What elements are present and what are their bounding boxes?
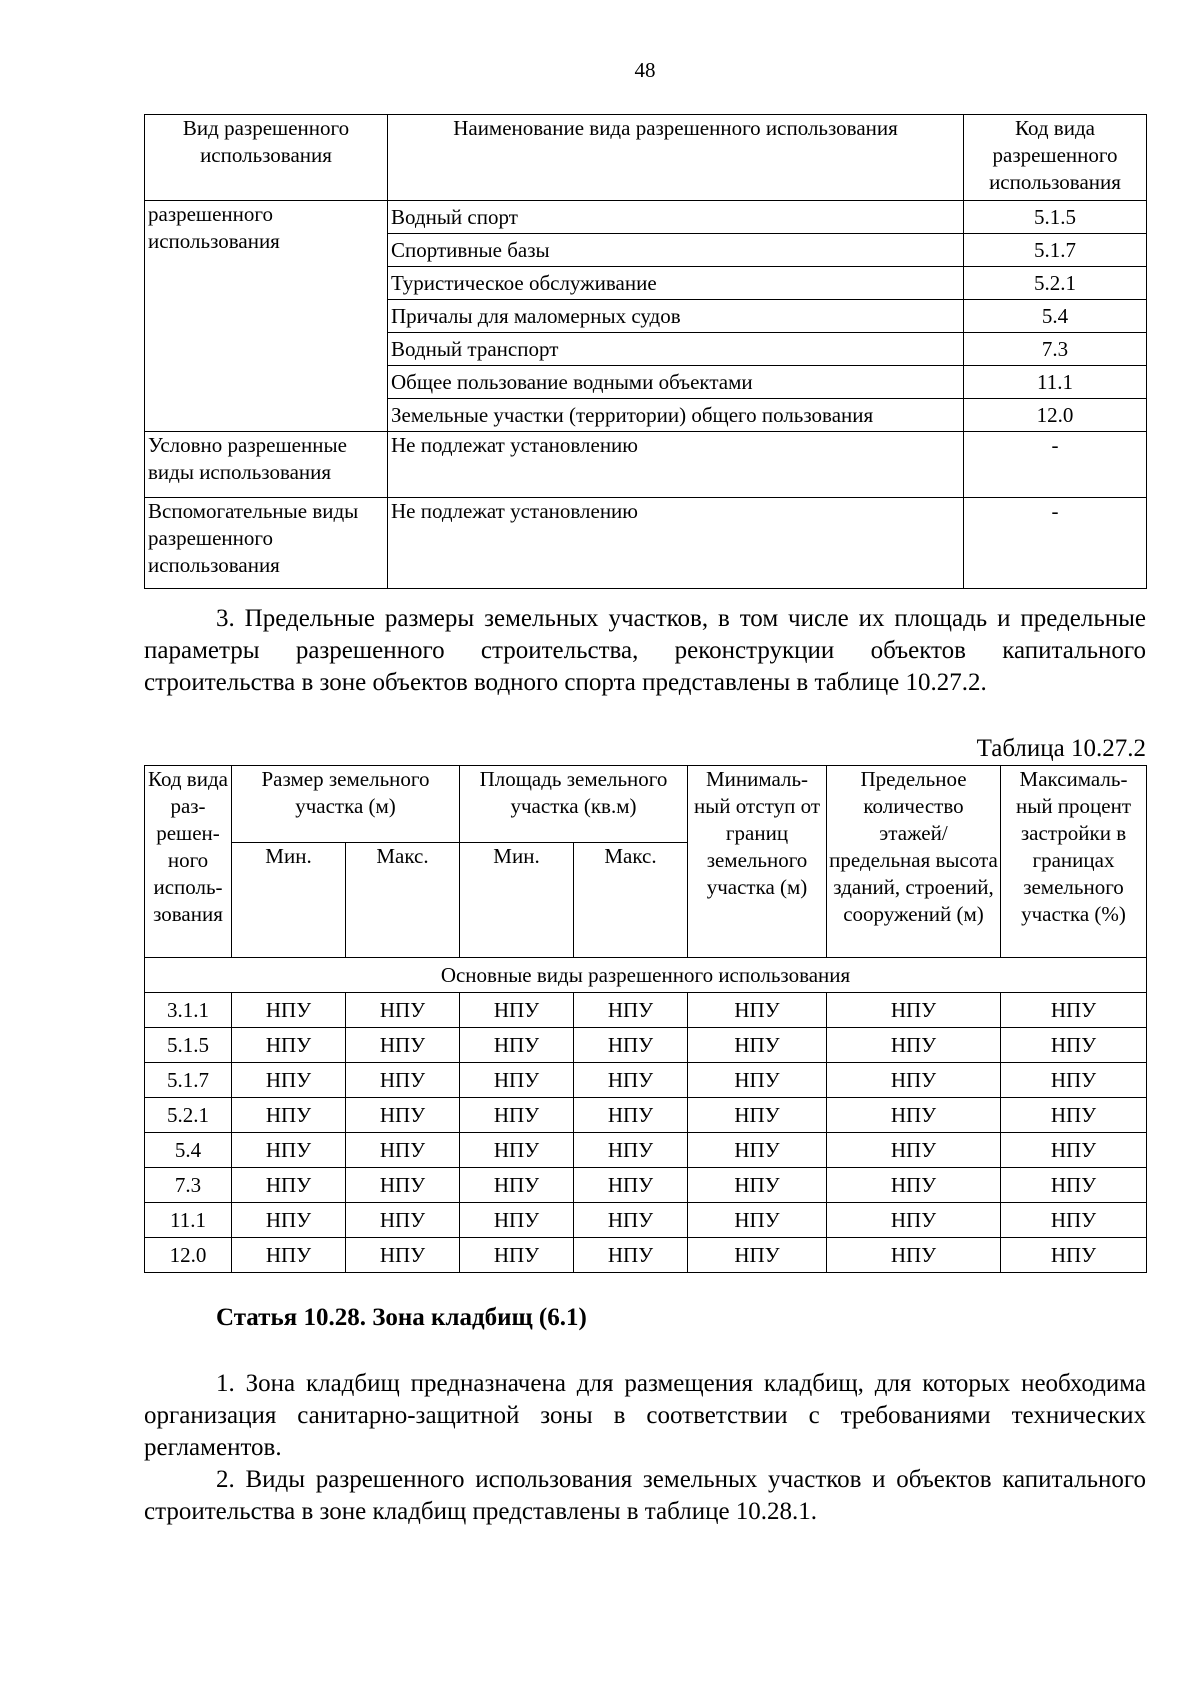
table-body bbox=[145, 993, 1147, 1273]
value-cell: НПУ bbox=[688, 1238, 827, 1273]
value-cell: НПУ bbox=[688, 1168, 827, 1203]
value-cell: НПУ bbox=[460, 1203, 574, 1238]
permitted-use-table bbox=[144, 114, 1147, 589]
value-cell: НПУ bbox=[346, 1028, 460, 1063]
value-cell: НПУ bbox=[232, 1133, 346, 1168]
value-cell: НПУ bbox=[346, 1098, 460, 1133]
use-code-cell: 5.1.5 bbox=[964, 201, 1147, 234]
table-row bbox=[145, 201, 1147, 234]
use-type-cell: разрешенного использования bbox=[145, 201, 388, 432]
value-cell: НПУ bbox=[232, 1098, 346, 1133]
value-cell: НПУ bbox=[346, 1238, 460, 1273]
value-cell: НПУ bbox=[232, 1063, 346, 1098]
use-type-cell: Условно разрешенные виды использования bbox=[145, 432, 388, 498]
use-code-cell: 11.1 bbox=[964, 366, 1147, 399]
value-cell: НПУ bbox=[688, 1203, 827, 1238]
use-code-cell: - bbox=[964, 432, 1147, 498]
use-name-cell: Причалы для маломерных судов bbox=[388, 300, 964, 333]
value-cell: НПУ bbox=[232, 993, 346, 1028]
value-cell: НПУ bbox=[574, 1028, 688, 1063]
header-cell: Мин. bbox=[460, 843, 574, 958]
value-cell: НПУ bbox=[346, 1063, 460, 1098]
paragraph-a1: 1. Зона кладбищ предназначена для размещения кладбищ, для которых необходима организация санитарно-защитной зоны в соответствии с требованиями технических регламентов. bbox=[144, 1370, 1146, 1461]
table-row bbox=[145, 498, 1147, 589]
table-row bbox=[145, 1098, 1147, 1133]
value-cell: НПУ bbox=[346, 1203, 460, 1238]
header-cell: Площадь земельного участка (кв.м) bbox=[460, 766, 688, 843]
value-cell: НПУ bbox=[574, 1063, 688, 1098]
value-cell: НПУ bbox=[574, 993, 688, 1028]
value-cell: НПУ bbox=[460, 1168, 574, 1203]
use-code-cell: - bbox=[964, 498, 1147, 589]
use-name-cell: Общее пользование водными объектами bbox=[388, 366, 964, 399]
header-cell: Вид разрешенного использования bbox=[145, 115, 388, 201]
value-cell: НПУ bbox=[346, 1133, 460, 1168]
table-row bbox=[145, 1168, 1147, 1203]
value-cell: НПУ bbox=[1001, 1203, 1147, 1238]
table-row bbox=[145, 1203, 1147, 1238]
use-name-cell: Не подлежат установлению bbox=[388, 432, 964, 498]
table-row bbox=[145, 1063, 1147, 1098]
use-name-cell: Водный транспорт bbox=[388, 333, 964, 366]
value-cell: НПУ bbox=[688, 993, 827, 1028]
value-cell: НПУ bbox=[1001, 1028, 1147, 1063]
value-cell: НПУ bbox=[574, 1133, 688, 1168]
use-code-cell: 5.4 bbox=[964, 300, 1147, 333]
value-cell: НПУ bbox=[460, 1063, 574, 1098]
page-number: 48 bbox=[634, 58, 656, 82]
use-name-cell: Не подлежат установлению bbox=[388, 498, 964, 589]
section-row bbox=[145, 958, 1147, 993]
use-name-cell: Спортивные базы bbox=[388, 234, 964, 267]
value-cell: НПУ bbox=[346, 993, 460, 1028]
paragraph-a2: 2. Виды разрешенного использования земельных участков и объектов капитального строительства в зоне кладбищ представлены в таблице 10.28.1. bbox=[144, 1466, 1146, 1525]
use-code-cell: 12.0 bbox=[964, 399, 1147, 432]
value-cell: НПУ bbox=[460, 1238, 574, 1273]
table-header-row bbox=[145, 766, 1147, 843]
code-cell: 3.1.1 bbox=[145, 993, 232, 1028]
table-row bbox=[145, 432, 1147, 498]
value-cell: НПУ bbox=[574, 1098, 688, 1133]
table-row bbox=[145, 1238, 1147, 1273]
value-cell: НПУ bbox=[827, 1098, 1001, 1133]
value-cell: НПУ bbox=[688, 1028, 827, 1063]
section-cell: Основные виды разрешенного использования bbox=[145, 958, 1147, 993]
code-cell: 5.2.1 bbox=[145, 1098, 232, 1133]
value-cell: НПУ bbox=[1001, 1168, 1147, 1203]
value-cell: НПУ bbox=[574, 1238, 688, 1273]
value-cell: НПУ bbox=[460, 1133, 574, 1168]
use-name-cell: Туристическое обслуживание bbox=[388, 267, 964, 300]
header-cell: Наименование вида разрешенного использования bbox=[388, 115, 964, 201]
header-cell: Мин. bbox=[232, 843, 346, 958]
value-cell: НПУ bbox=[827, 1063, 1001, 1098]
value-cell: НПУ bbox=[460, 1098, 574, 1133]
value-cell: НПУ bbox=[1001, 993, 1147, 1028]
value-cell: НПУ bbox=[827, 1168, 1001, 1203]
table-caption: Таблица 10.27.2 bbox=[976, 735, 1146, 762]
table-row bbox=[145, 1133, 1147, 1168]
code-cell: 5.1.7 bbox=[145, 1063, 232, 1098]
value-cell: НПУ bbox=[232, 1168, 346, 1203]
value-cell: НПУ bbox=[1001, 1063, 1147, 1098]
value-cell: НПУ bbox=[232, 1203, 346, 1238]
header-cell: Максималь-ный процент застройки в границах земельного участка (%) bbox=[1001, 766, 1147, 958]
header-cell: Размер земельного участка (м) bbox=[232, 766, 460, 843]
code-cell: 12.0 bbox=[145, 1238, 232, 1273]
value-cell: НПУ bbox=[688, 1133, 827, 1168]
value-cell: НПУ bbox=[688, 1063, 827, 1098]
value-cell: НПУ bbox=[688, 1098, 827, 1133]
header-cell: Предельное количество этажей/ предельная высота зданий, строений, сооружений (м) bbox=[827, 766, 1001, 958]
use-type-cell: Вспомогательные виды разрешенного использования bbox=[145, 498, 388, 589]
code-cell: 5.1.5 bbox=[145, 1028, 232, 1063]
value-cell: НПУ bbox=[346, 1168, 460, 1203]
value-cell: НПУ bbox=[232, 1028, 346, 1063]
value-cell: НПУ bbox=[827, 993, 1001, 1028]
limits-table bbox=[144, 765, 1147, 1273]
header-cell: Макс. bbox=[574, 843, 688, 958]
value-cell: НПУ bbox=[1001, 1238, 1147, 1273]
use-code-cell: 5.2.1 bbox=[964, 267, 1147, 300]
header-cell: Минималь-ный отступ от границ земельного участка (м) bbox=[688, 766, 827, 958]
value-cell: НПУ bbox=[460, 1028, 574, 1063]
table-row bbox=[145, 1028, 1147, 1063]
paragraph-3: 3. Предельные размеры земельных участков, в том числе их площадь и предельные параметры разрешенного строительства, реконструкции объектов капитального строительства в зоне объектов водного спорта представлены в таблице 10.27.2. bbox=[144, 605, 1146, 696]
value-cell: НПУ bbox=[232, 1238, 346, 1273]
value-cell: НПУ bbox=[460, 993, 574, 1028]
header-cell: Код вида разрешенного использования bbox=[964, 115, 1147, 201]
table-header-row bbox=[145, 115, 1147, 201]
use-code-cell: 5.1.7 bbox=[964, 234, 1147, 267]
article-heading: Статья 10.28. Зона кладбищ (6.1) bbox=[216, 1304, 587, 1331]
use-name-cell: Земельные участки (территории) общего пользования bbox=[388, 399, 964, 432]
value-cell: НПУ bbox=[827, 1203, 1001, 1238]
value-cell: НПУ bbox=[827, 1238, 1001, 1273]
use-name-cell: Водный спорт bbox=[388, 201, 964, 234]
value-cell: НПУ bbox=[574, 1168, 688, 1203]
value-cell: НПУ bbox=[827, 1028, 1001, 1063]
value-cell: НПУ bbox=[827, 1133, 1001, 1168]
value-cell: НПУ bbox=[574, 1203, 688, 1238]
header-cell: Макс. bbox=[346, 843, 460, 958]
code-cell: 11.1 bbox=[145, 1203, 232, 1238]
code-cell: 5.4 bbox=[145, 1133, 232, 1168]
code-cell: 7.3 bbox=[145, 1168, 232, 1203]
value-cell: НПУ bbox=[1001, 1133, 1147, 1168]
header-cell: Код вида раз-решен-ного исполь-зования bbox=[145, 766, 232, 958]
use-code-cell: 7.3 bbox=[964, 333, 1147, 366]
value-cell: НПУ bbox=[1001, 1098, 1147, 1133]
table-row bbox=[145, 993, 1147, 1028]
